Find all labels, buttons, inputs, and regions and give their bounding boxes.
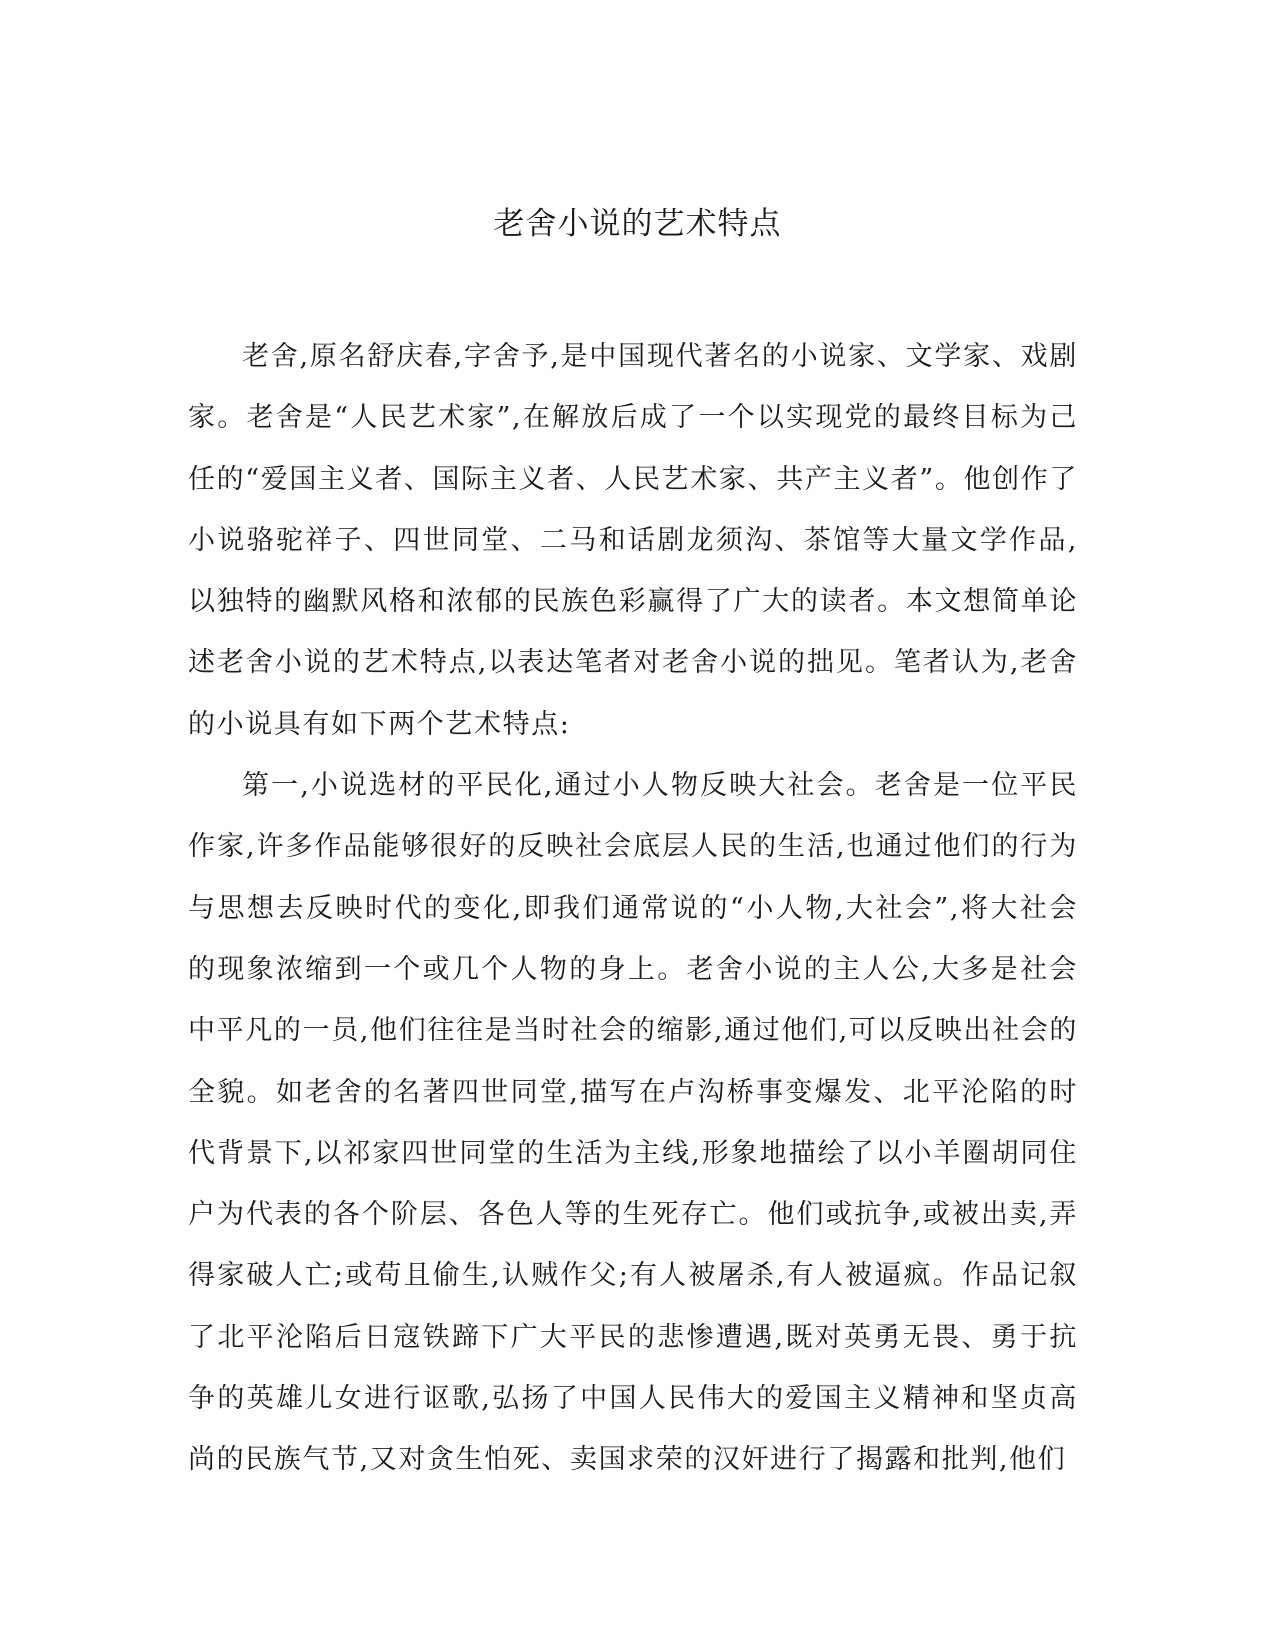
paragraph-intro: 老舍,原名舒庆春,字舍予,是中国现代著名的小说家、文学家、戏剧家。老舍是“人民艺术家”,在解放后成了一个以实现党的最终目标为己任的“爱国主义者、国际主义者、人民艺术家、共产主义者”。他创作了小说骆驼祥子、四世同堂、二马和话剧龙须沟、茶馆等大量文学作品,以独特的幽默风格和浓郁的民族色彩赢得了广大的读者。本文想简单论述老舍小说的艺术特点,以表达笔者对老舍小说的拙见。笔者认为,老舍的小说具有如下两个艺术特点: [188,341,1078,740]
document-body [188,326,1078,1491]
paragraph-first-feature: 第一,小说选材的平民化,通过小人物反映大社会。老舍是一位平民作家,许多作品能够很好的反映社会底层人民的生活,也通过他们的行为与思想去反映时代的变化,即我们通常说的“小人物,大社会”,将大社会的现象浓缩到一个或几个人物的身上。老舍小说的主人公,大多是社会中平凡的一员,他们往往是当时社会的缩影,通过他们,可以反映出社会的全貌。如老舍的名著四世同堂,描写在卢沟桥事变爆发、北平沦陷的时代背景下,以祁家四世同堂的生活为主线,形象地描绘了以小羊圈胡同住户为代表的各个阶层、各色人等的生死存亡。他们或抗争,或被出卖,弄得家破人亡;或苟且偷生,认贼作父;有人被屠杀,有人被逼疯。作品记叙了北平沦陷后日寇铁蹄下广大平民的悲惨遭遇,既对英勇无畏、勇于抗争的英雄儿女进行讴歌,弘扬了中国人民伟大的爱国主义精神和坚贞高尚的民族气节,又对贪生怕死、卖国求荣的汉奸进行了揭露和批判,他们 [188,770,1078,1476]
document-title: 老舍小说的艺术特点 [493,206,782,242]
